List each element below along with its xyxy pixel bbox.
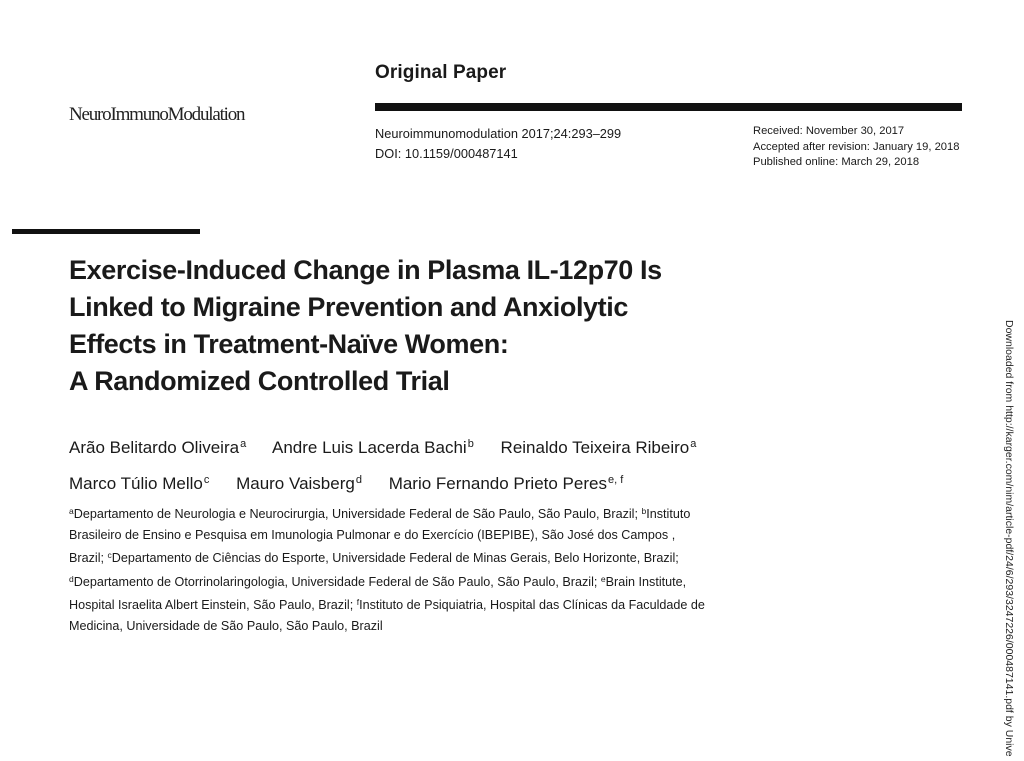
title-rule bbox=[12, 229, 200, 234]
title-line: Exercise-Induced Change in Plasma IL-12p70 Is bbox=[69, 255, 662, 285]
citation-block bbox=[375, 124, 621, 164]
affiliation-line: Brazil; $^c$Departamento de Ciências do Esporte, Universidade Federal de Minas Gerais, Belo Horizonte, Brazil; bbox=[69, 550, 679, 565]
received-date: Received: November 30, 2017 bbox=[753, 125, 905, 137]
author[interactable]: Marco Túlio Mello$^c$ bbox=[69, 474, 210, 493]
affiliation-line: $^a$Departamento de Neurologia e Neurocirurgia, Universidade Federal de São Paulo, São Paulo, Brazil; $^b$Instituto bbox=[69, 506, 691, 521]
author-line bbox=[69, 428, 718, 464]
journal-logo: NeuroImmunoModulation bbox=[69, 104, 245, 125]
article-title bbox=[69, 252, 809, 400]
doi[interactable]: DOI: 10.1159/000487141 bbox=[375, 146, 518, 161]
header-rule bbox=[375, 103, 962, 111]
section-label: Original Paper bbox=[375, 62, 507, 83]
title-line: Effects in Treatment-Naïve Women: bbox=[69, 329, 509, 359]
author[interactable]: Mauro Vaisberg$^d$ bbox=[236, 474, 362, 493]
title-line: Linked to Migraine Prevention and Anxiolytic bbox=[69, 292, 628, 322]
article-dates bbox=[753, 124, 959, 171]
published-date: Published online: March 29, 2018 bbox=[753, 156, 920, 168]
download-note-sidebar bbox=[1000, 320, 1018, 761]
author[interactable]: Mario Fernando Prieto Peres$^{e, f}$ bbox=[388, 474, 624, 493]
author[interactable]: Andre Luis Lacerda Bachi$^b$ bbox=[272, 438, 474, 457]
author[interactable]: Arão Belitardo Oliveira$^a$ bbox=[69, 438, 247, 457]
affiliation-line: Hospital Israelita Albert Einstein, São Paulo, Brazil; $^f$Instituto de Psiquiatria, Hospital das Clínicas da Faculdade de bbox=[69, 597, 705, 612]
affiliation-line: $^d$Departamento de Otorrinolaringologia, Universidade Federal de São Paulo, São Paulo, Brazil; $^e$Brain Institute, bbox=[69, 573, 687, 589]
affiliation-line: Medicina, Universidade de São Paulo, São Paulo, Brazil bbox=[69, 618, 383, 633]
affiliation-line: Brasileiro de Ensino e Pesquisa em Imunologia Pulmonar e do Exercício (IBEPIBE), São José dos Campos , bbox=[69, 527, 676, 542]
citation: Neuroimmunomodulation 2017;24:293–299 bbox=[375, 126, 622, 141]
author-list bbox=[69, 428, 718, 500]
affiliations bbox=[69, 501, 799, 636]
download-note[interactable]: Downloaded from http://karger.com/nim/article-pdf/24/6/293/3247226/000487141.pdf by Unive bbox=[1003, 320, 1015, 757]
accepted-date: Accepted after revision: January 19, 2018 bbox=[753, 140, 960, 153]
author-line bbox=[69, 464, 718, 500]
title-line: A Randomized Controlled Trial bbox=[69, 366, 450, 396]
author[interactable]: Reinaldo Teixeira Ribeiro$^a$ bbox=[500, 438, 697, 457]
